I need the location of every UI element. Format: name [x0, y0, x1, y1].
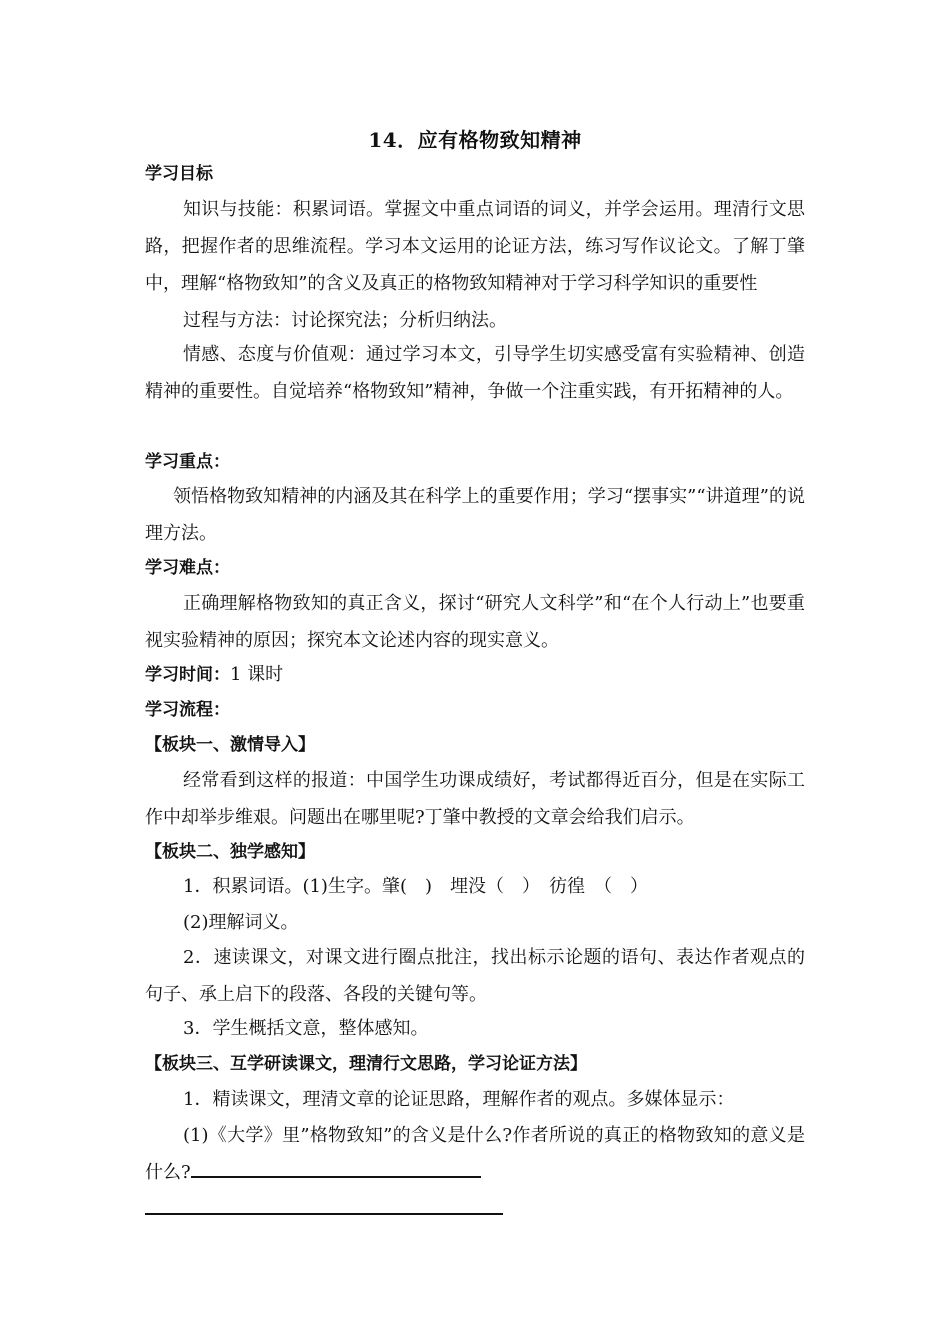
- summary-task: 3．学生概括文意，整体感知。: [183, 1018, 429, 1039]
- close-reading-task: 1．精读课文，理清文章的论证思路，理解作者的观点。多媒体显示：: [183, 1089, 735, 1110]
- question-1-text: (1)《大学》里”格物致知”的含义是什么?作者所说的真正的格物致知的意义是什么?: [145, 1125, 805, 1183]
- study-time-value: 1 课时: [230, 664, 284, 685]
- heading-study-flow: 学习流程：: [145, 700, 230, 720]
- skim-reading-task: 2．速读课文，对课文进行圈点批注，找出标示论题的语句、表达作者观点的句子、承上启下的段落、各段的关键句等。: [145, 947, 805, 1005]
- objective-emotion: 情感、态度与价值观：通过学习本文，引导学生切实感受富有实验精神、创造精神的重要性。自觉培养“格物致知”精神，争做一个注重实践，有开拓精神的人。: [145, 344, 805, 402]
- section-3-heading: 【板块三、互学研读课文，理清行文思路，学习论证方法】: [145, 1054, 587, 1074]
- heading-difficult-points: 学习难点：: [145, 558, 230, 578]
- vocab-meaning-task: (2)理解词义。: [183, 912, 299, 933]
- answer-blank-line: [145, 1213, 503, 1215]
- answer-blank-inline: [191, 1154, 481, 1178]
- heading-key-points: 学习重点：: [145, 452, 230, 472]
- heading-objectives: 学习目标: [145, 164, 213, 184]
- section-1-heading: 【板块一、激情导入】: [145, 735, 315, 755]
- heading-study-time: 学习时间：: [145, 665, 230, 685]
- study-time: [145, 656, 805, 694]
- difficult-points-text: 正确理解格物致知的真正含义，探讨“研究人文科学”和“在个人行动上”也要重视实验精神的原因；探究本文论述内容的现实意义。: [145, 593, 805, 651]
- objective-process: 过程与方法：讨论探究法；分析归纳法。: [183, 310, 507, 331]
- key-points-text: 领悟格物致知精神的内涵及其在科学上的重要作用；学习“摆事实”“讲道理”的说理方法。: [145, 486, 805, 544]
- vocab-task: 1．积累词语。(1)生字。肇( ) 埋没（ ） 彷徨 （ ）: [183, 876, 648, 897]
- question-1: [145, 1117, 805, 1191]
- document-title: 14．应有格物致知精神: [368, 128, 582, 152]
- section-1-text: 经常看到这样的报道：中国学生功课成绩好，考试都得近百分，但是在实际工作中却举步维艰。问题出在哪里呢?丁肇中教授的文章会给我们启示。: [145, 770, 805, 828]
- section-2-heading: 【板块二、独学感知】: [145, 842, 315, 862]
- objective-knowledge: 知识与技能：积累词语。掌握文中重点词语的词义，并学会运用。理清行文思路，把握作者的思维流程。学习本文运用的论证方法，练习写作议论文。了解丁肇中，理解“格物致知”的含义及真正的格物致知精神对于学习科学知识的重要性: [145, 199, 805, 294]
